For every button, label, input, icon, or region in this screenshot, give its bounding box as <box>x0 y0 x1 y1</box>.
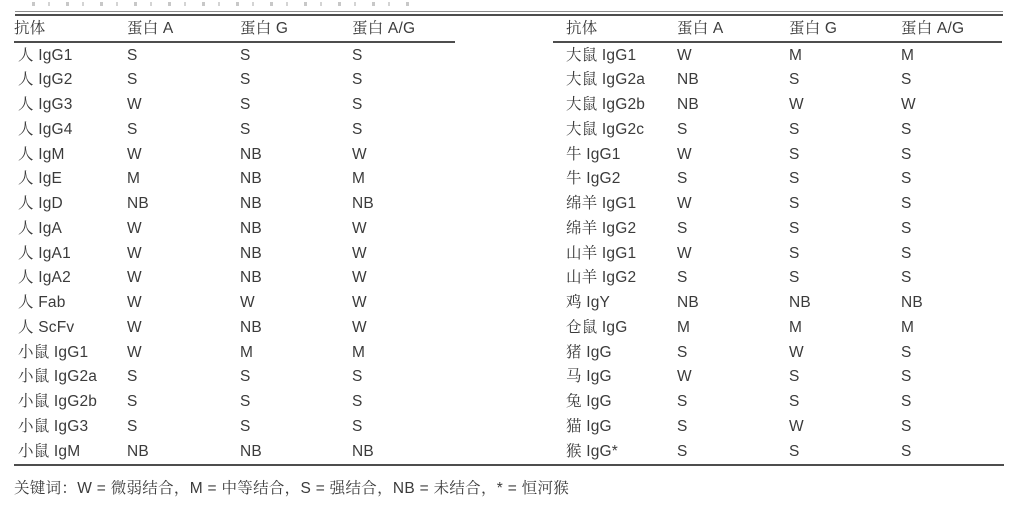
binding-cell: S <box>901 71 912 89</box>
top-rule <box>15 11 1003 16</box>
antibody-cell: 人 IgA <box>18 219 63 237</box>
antibody-cell: 猴 IgG* <box>566 442 619 460</box>
binding-cell: M <box>789 46 803 64</box>
binding-cell: S <box>789 393 800 411</box>
bottom-rule <box>14 464 1004 466</box>
antibody-cell: 兔 IgG <box>566 393 612 411</box>
binding-cell: NB <box>240 244 262 262</box>
binding-cell: W <box>352 145 367 163</box>
table-row <box>553 192 1002 217</box>
table-row <box>553 167 1002 192</box>
table-row <box>14 340 455 365</box>
binding-cell: S <box>901 195 912 213</box>
binding-cell: S <box>789 244 800 262</box>
table-row <box>14 68 455 93</box>
table-row <box>14 291 455 316</box>
binding-cell: S <box>901 120 912 138</box>
column-header: 蛋白 A/G <box>901 20 965 38</box>
binding-cell: NB <box>240 219 262 237</box>
binding-cell: W <box>677 145 692 163</box>
table-row <box>553 340 1002 365</box>
binding-cell: S <box>240 368 251 386</box>
binding-cell: S <box>901 393 912 411</box>
binding-cell: M <box>240 343 254 361</box>
binding-cell: NB <box>127 195 149 213</box>
table-row <box>553 216 1002 241</box>
binding-cell: W <box>240 294 255 312</box>
binding-cell: W <box>677 368 692 386</box>
binding-cell: S <box>677 343 688 361</box>
binding-cell: S <box>677 442 688 460</box>
binding-cell: NB <box>677 96 699 114</box>
binding-cell: S <box>789 368 800 386</box>
table-row <box>14 439 455 464</box>
binding-cell: M <box>352 170 366 188</box>
antibody-cell: 小鼠 IgM <box>18 442 81 460</box>
binding-cell: S <box>240 417 251 435</box>
antibody-cell: 鸡 IgY <box>566 294 611 312</box>
column-header: 蛋白 A/G <box>352 20 416 38</box>
table-row <box>553 315 1002 340</box>
table-row <box>553 43 1002 68</box>
antibody-cell: 猪 IgG <box>566 343 612 361</box>
binding-cell: S <box>677 120 688 138</box>
antibody-cell: 牛 IgG1 <box>566 145 621 163</box>
binding-cell: S <box>789 195 800 213</box>
binding-cell: W <box>677 195 692 213</box>
column-header: 抗体 <box>566 20 598 38</box>
binding-cell: S <box>127 368 138 386</box>
antibody-cell: 小鼠 IgG1 <box>18 343 89 361</box>
binding-cell: S <box>352 368 363 386</box>
column-header: 蛋白 G <box>240 20 289 38</box>
antibody-cell: 山羊 IgG2 <box>566 269 637 287</box>
binding-cell: S <box>127 120 138 138</box>
antibody-cell: 人 IgM <box>18 145 65 163</box>
binding-cell: M <box>901 318 915 336</box>
binding-cell: S <box>352 120 363 138</box>
binding-table-right <box>553 17 1002 464</box>
column-header: 蛋白 A <box>677 20 724 38</box>
column-header: 蛋白 A <box>127 20 174 38</box>
binding-cell: NB <box>240 442 262 460</box>
antibody-cell: 牛 IgG2 <box>566 170 621 188</box>
antibody-cell: 大鼠 IgG2a <box>566 71 646 89</box>
binding-cell: NB <box>240 318 262 336</box>
binding-cell: W <box>789 343 804 361</box>
table-row <box>553 142 1002 167</box>
table-row <box>553 117 1002 142</box>
table-row <box>14 390 455 415</box>
binding-cell: S <box>901 219 912 237</box>
binding-cell: S <box>352 46 363 64</box>
antibody-cell: 猫 IgG <box>566 417 612 435</box>
binding-cell: S <box>677 417 688 435</box>
binding-cell: M <box>677 318 691 336</box>
binding-cell: S <box>901 170 912 188</box>
antibody-cell: 人 Fab <box>18 294 66 312</box>
binding-cell: S <box>127 46 138 64</box>
binding-cell: M <box>352 343 366 361</box>
table-row <box>14 43 455 68</box>
table-row <box>553 241 1002 266</box>
table-row <box>14 414 455 439</box>
binding-cell: S <box>352 393 363 411</box>
binding-cell: S <box>677 269 688 287</box>
binding-cell: NB <box>789 294 811 312</box>
table-row <box>553 68 1002 93</box>
binding-cell: NB <box>352 442 374 460</box>
binding-table-left <box>14 17 455 464</box>
table-row <box>553 291 1002 316</box>
binding-cell: S <box>352 417 363 435</box>
binding-cell: S <box>901 343 912 361</box>
binding-cell: NB <box>240 170 262 188</box>
binding-cell: W <box>127 269 142 287</box>
binding-cell: W <box>352 244 367 262</box>
antibody-cell: 大鼠 IgG2b <box>566 96 646 114</box>
antibody-cell: 大鼠 IgG2c <box>566 120 645 138</box>
binding-cell: S <box>127 393 138 411</box>
binding-cell: S <box>789 269 800 287</box>
binding-cell: S <box>352 96 363 114</box>
antibody-cell: 小鼠 IgG2b <box>18 393 98 411</box>
table-header-row <box>14 17 455 43</box>
binding-cell: W <box>127 343 142 361</box>
table-row <box>14 241 455 266</box>
binding-cell: W <box>352 294 367 312</box>
binding-cell: M <box>789 318 803 336</box>
table-row <box>553 365 1002 390</box>
binding-cell: S <box>240 120 251 138</box>
binding-cell: W <box>677 46 692 64</box>
binding-cell: S <box>901 417 912 435</box>
antibody-cell: 人 ScFv <box>18 318 75 336</box>
antibody-cell: 人 IgG3 <box>18 96 73 114</box>
binding-cell: NB <box>240 145 262 163</box>
column-header: 蛋白 G <box>789 20 838 38</box>
antibody-cell: 大鼠 IgG1 <box>566 46 637 64</box>
binding-cell: S <box>789 120 800 138</box>
antibody-cell: 人 IgG2 <box>18 71 73 89</box>
table-row <box>553 390 1002 415</box>
binding-cell: W <box>901 96 916 114</box>
binding-cell: W <box>127 244 142 262</box>
binding-cell: S <box>677 219 688 237</box>
binding-cell: NB <box>352 195 374 213</box>
binding-cell: S <box>789 145 800 163</box>
binding-cell: S <box>789 170 800 188</box>
binding-cell: S <box>901 368 912 386</box>
table-row <box>553 414 1002 439</box>
binding-cell: W <box>789 96 804 114</box>
binding-cell: W <box>127 294 142 312</box>
binding-cell: NB <box>240 195 262 213</box>
column-header: 抗体 <box>14 20 46 38</box>
antibody-cell: 小鼠 IgG3 <box>18 417 89 435</box>
binding-cell: S <box>789 442 800 460</box>
binding-cell: NB <box>901 294 923 312</box>
table-row <box>553 266 1002 291</box>
binding-cell: S <box>127 71 138 89</box>
antibody-cell: 山羊 IgG1 <box>566 244 637 262</box>
cropped-text-remnant <box>32 2 422 6</box>
antibody-cell: 小鼠 IgG2a <box>18 368 98 386</box>
table-row <box>14 192 455 217</box>
binding-cell: S <box>677 393 688 411</box>
table-row <box>14 365 455 390</box>
antibody-cell: 人 IgA1 <box>18 244 71 262</box>
binding-cell: W <box>127 145 142 163</box>
binding-cell: M <box>901 46 915 64</box>
table-header-row <box>553 17 1002 43</box>
table-row <box>14 315 455 340</box>
binding-cell: W <box>352 269 367 287</box>
binding-cell: NB <box>127 442 149 460</box>
antibody-cell: 绵羊 IgG1 <box>566 195 637 213</box>
binding-cell: W <box>677 244 692 262</box>
binding-cell: S <box>240 46 251 64</box>
table-row <box>14 142 455 167</box>
binding-cell: NB <box>240 269 262 287</box>
antibody-cell: 人 IgD <box>18 195 63 213</box>
table-row <box>14 167 455 192</box>
binding-cell: S <box>240 71 251 89</box>
antibody-cell: 马 IgG <box>566 368 612 386</box>
antibody-cell: 仓鼠 IgG <box>566 318 628 336</box>
binding-cell: W <box>127 96 142 114</box>
binding-cell: W <box>352 318 367 336</box>
binding-cell: S <box>127 417 138 435</box>
antibody-cell: 人 IgE <box>18 170 63 188</box>
binding-cell: S <box>677 170 688 188</box>
binding-cell: W <box>352 219 367 237</box>
table-row <box>14 216 455 241</box>
binding-cell: S <box>901 269 912 287</box>
binding-cell: NB <box>677 294 699 312</box>
antibody-cell: 人 IgA2 <box>18 269 71 287</box>
table-row <box>553 93 1002 118</box>
antibody-cell: 人 IgG1 <box>18 46 73 64</box>
legend-text: 关键词：W = 微弱结合，M = 中等结合，S = 强结合，NB = 未结合，* = 恒河猴 <box>14 480 570 497</box>
binding-cell: S <box>240 393 251 411</box>
table-row <box>14 266 455 291</box>
binding-cell: NB <box>677 71 699 89</box>
binding-cell: S <box>901 244 912 262</box>
binding-cell: S <box>352 71 363 89</box>
binding-cell: S <box>789 219 800 237</box>
binding-cell: M <box>127 170 141 188</box>
binding-cell: S <box>240 96 251 114</box>
binding-cell: S <box>789 71 800 89</box>
binding-cell: W <box>789 417 804 435</box>
table-body <box>553 43 1002 464</box>
table-body <box>14 43 455 464</box>
table-row <box>553 439 1002 464</box>
table-row <box>14 117 455 142</box>
binding-cell: W <box>127 219 142 237</box>
table-row <box>14 93 455 118</box>
binding-cell: S <box>901 145 912 163</box>
binding-cell: W <box>127 318 142 336</box>
binding-cell: S <box>901 442 912 460</box>
antibody-cell: 人 IgG4 <box>18 120 73 138</box>
antibody-cell: 绵羊 IgG2 <box>566 219 637 237</box>
